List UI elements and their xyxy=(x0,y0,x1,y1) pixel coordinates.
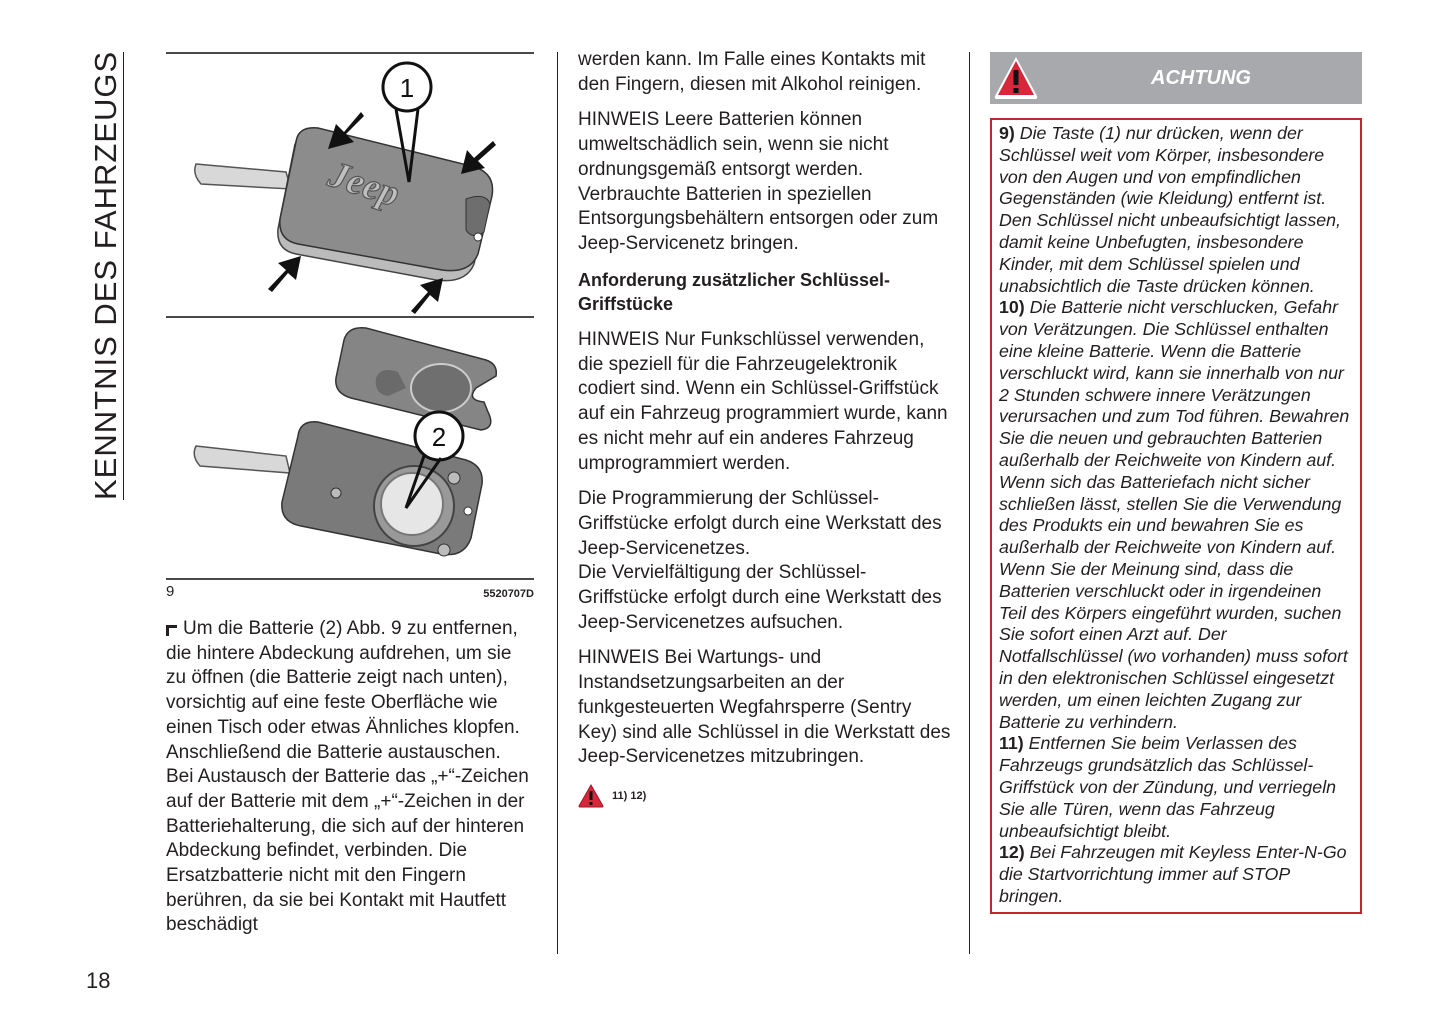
section-heading: Anforderung zusätzlicher Schlüssel-Griffstücke xyxy=(578,269,891,315)
warning-item-9: 9) Die Taste (1) nur drücken, wenn der Schlüssel weit vom Körper, insbesondere von den Augen und von empfindlichen Gegenständen (wie Kleidung) entfernt ist. Den Schlüssel nicht unbeaufsichtigt lassen, damit keine Unbefugten, insbesondere Kinder, mit dem Schlüssel spielen und unabsichtlich die Taste drücken können. xyxy=(999,123,1341,296)
warning-item-11: 11) Entfernen Sie beim Verlassen des Fahrzeugs grundsätzlich das Schlüssel-Griffstück von der Zündung, und verriegeln Sie alle Türen, wenn das Fahrzeug unbeaufsichtigt bleibt. xyxy=(999,733,1337,841)
warning-box xyxy=(990,118,1362,914)
battery-removal-text: Um die Batterie (2) Abb. 9 zu entfernen, die hintere Abdeckung aufdrehen, um sie zu öffnen (die Batterie zeigt nach unten), vorsichtig auf eine feste Oberfläche wie einen Tisch oder etwas Ähnliches klopfen. Anschließend die Batterie austauschen. xyxy=(166,618,520,763)
column-1 xyxy=(166,52,534,938)
key-fob-closed-illustration xyxy=(166,54,534,314)
column-2 xyxy=(578,48,953,808)
callout-2: 2 xyxy=(431,422,447,452)
column-divider xyxy=(969,52,970,954)
battery-replacement-text: Bei Austausch der Batterie das „+“-Zeichen auf der Batterie mit dem „+“-Zeichen in der Batteriehalterung, die sich auf der hinteren Abdeckung befindet, verbinden. Die Ersatzbatterie nicht mit den Fingern berühren, da sie bei Kontakt mit Hautfett beschädigt xyxy=(166,766,529,936)
warning-item-12: 12) Bei Fahrzeugen mit Keyless Enter-N-Go die Startvorrichtung immer auf STOP bringen. xyxy=(999,842,1347,906)
column-3 xyxy=(990,52,1362,914)
figure-code: 5520707D xyxy=(483,588,534,600)
figure-caption xyxy=(166,580,534,600)
warning-reference xyxy=(578,784,953,808)
side-title-rule xyxy=(123,52,124,500)
column-divider xyxy=(557,52,558,954)
figure-9 xyxy=(166,52,534,600)
jeep-logo: Jeep xyxy=(323,153,405,216)
section-side-title xyxy=(86,52,126,500)
figure-number: 9 xyxy=(166,583,175,600)
duplication-text: Die Vervielfältigung der Schlüssel-Griffstücke erfolgt durch eine Werkstatt des Jeep-Servicenetzes aufsuchen. xyxy=(578,562,942,633)
achtung-header xyxy=(990,52,1362,104)
section-title-text: KENNTNIS DES FAHRZEUGS xyxy=(88,50,123,500)
callout-1: 1 xyxy=(399,73,415,103)
warning-ref-numbers: 11) 12) xyxy=(612,789,647,802)
page-number: 18 xyxy=(86,968,111,993)
warning-triangle-icon xyxy=(992,54,1040,102)
achtung-label: ACHTUNG xyxy=(1151,67,1251,89)
cleaning-text: werden kann. Im Falle eines Kontakts mit den Fingern, diesen mit Alkohol reinigen. xyxy=(578,49,926,95)
maintenance-note: HINWEIS Bei Wartungs- und Instandsetzungsarbeiten an der funkgesteuerten Wegfahrsperre (Sentry Key) sind alle Schlüssel in die Werkstatt des Jeep-Servicenetzes mitzubringen. xyxy=(578,647,951,768)
warning-item-10: 10) Die Batterie nicht verschlucken, Gefahr von Verätzungen. Die Schlüssel enthalten eine kleine Batterie. Wenn die Batterie verschluckt wird, kann sie innerhalb von nur 2 Stunden schwere innere Verätzungen verursachen und zum Tod führen. Bewahren Sie die neuen und gebrauchten Batterien außerhalb der Reichweite von Kindern auf. Wenn sich das Batteriefach nicht sicher schließen lässt, stellen Sie die Verwendung des Produkts ein und bewahren Sie es außerhalb der Reichweite von Kindern auf. Wenn Sie der Meinung sind, dass die Batterien verschluckt oder in irgendeinen Teil des Körpers eingeführt wurden, suchen Sie sofort einen Arzt auf. Der Notfallschlüssel (wo vorhanden) muss sofort in den elektronischen Schlüssel eingesetzt werden, um einen leichten Zugang zur Batterie zu verhindern. xyxy=(999,297,1350,732)
key-fob-open-battery-illustration xyxy=(166,318,534,578)
disposal-note: HINWEIS Leere Batterien können umweltschädlich sein, wenn sie nicht ordnungsgemäß entsorgt werden. Verbrauchte Batterien in speziellen Entsorgungsbehältern entsorgen oder zum Jeep-Servicenetz bringen. xyxy=(578,109,939,254)
programming-text: Die Programmierung der Schlüssel-Griffstücke erfolgt durch eine Werkstatt des Jeep-Servicenetzes. xyxy=(578,488,942,559)
bullet-icon xyxy=(166,625,177,636)
remote-key-note: HINWEIS Nur Funkschlüssel verwenden, die speziell für die Fahrzeugelektronik codiert sind. Wenn ein Schlüssel-Griffstück auf ein Fahrzeug programmiert wurde, kann es nicht mehr auf ein anderes Fahrzeug umprogrammiert werden. xyxy=(578,329,948,474)
warning-triangle-icon xyxy=(578,784,604,808)
